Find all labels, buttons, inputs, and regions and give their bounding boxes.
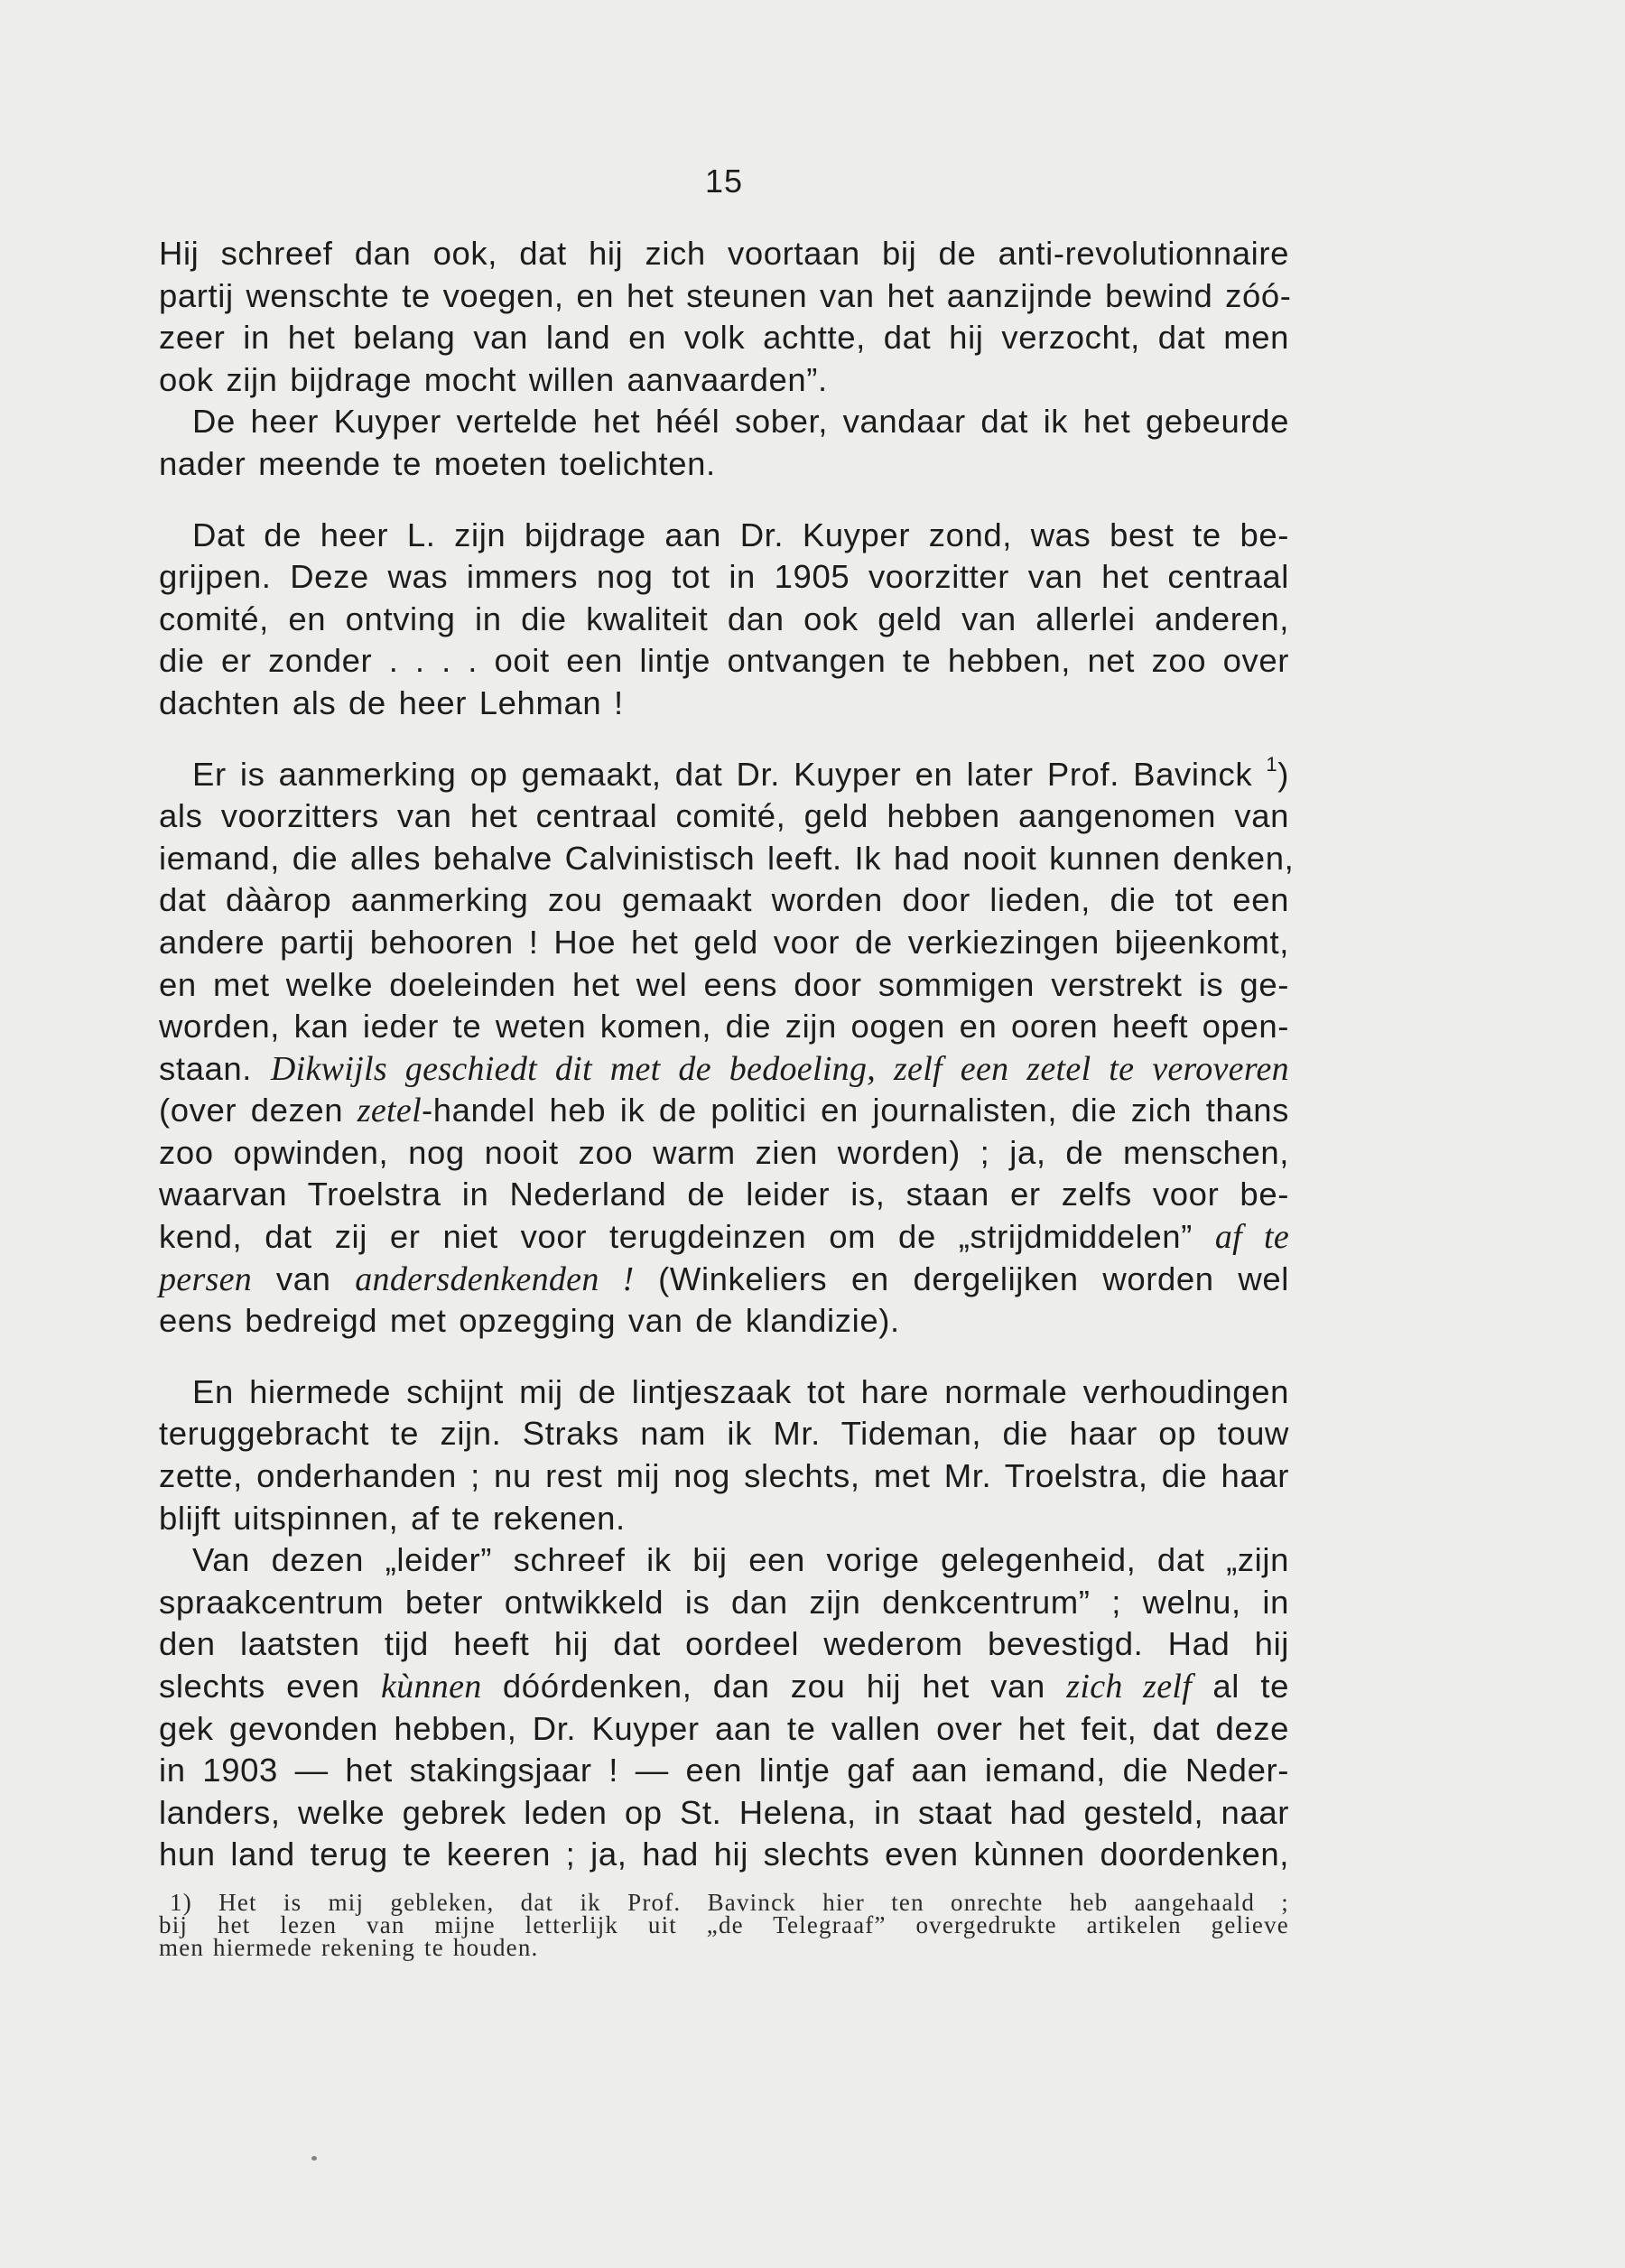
text-line: grijpen. Deze was immers nog tot in 1905 voorzitter van het centraal xyxy=(159,558,1289,596)
text-run: van xyxy=(252,1259,356,1297)
text-run: kend, dat zij er niet voor terugdeinzen om de „strijdmiddelen” xyxy=(159,1218,1215,1256)
text-line: andere partij behooren ! Hoe het geld voor de verkiezingen bijeenkomt, xyxy=(159,923,1289,961)
italic-text: zich zelf xyxy=(1066,1668,1193,1706)
text-run: dóórdenken, dan zou hij het van xyxy=(481,1668,1067,1705)
paragraph-2 xyxy=(159,401,1289,485)
text-line: dachten als de heer Lehman ! xyxy=(159,683,624,721)
text-line: En hiermede schijnt mij de lintjeszaak tot hare normale verhoudingen xyxy=(192,1372,1289,1410)
text-run: (Winkeliers en dergelijken worden wel xyxy=(634,1259,1289,1297)
text-line: Hij schreef dan ook, dat hij zich voortaan bij de anti-revolutionnaire xyxy=(159,235,1289,272)
text-line: die er zonder . . . . ooit een lintje ontvangen te hebben, net zoo over xyxy=(159,642,1289,680)
footnote-line: men hiermede rekening te houden. xyxy=(159,1934,539,1961)
text-line: Dat de heer L. zijn bijdrage aan Dr. Kuyper zond, was best te be- xyxy=(192,516,1289,553)
paragraph-1 xyxy=(159,233,1292,401)
text-line xyxy=(159,1216,1289,1259)
text-line xyxy=(159,1048,1289,1091)
text-line: en met welke doeleinden het wel eens door sommigen verstrekt is ge- xyxy=(159,965,1289,1003)
italic-text: zetel xyxy=(357,1092,422,1130)
text-line: iemand, die alles behalve Calvinistisch leeft. Ik had nooit kunnen denken, xyxy=(159,839,1295,877)
text-line: Van dezen „leider” schreef ik bij een vorige gelegenheid, dat „zijn xyxy=(192,1541,1289,1579)
text-line: worden, kan ieder te weten komen, die zijn oogen en ooren heeft open- xyxy=(159,1008,1289,1046)
text-line xyxy=(159,1666,1289,1708)
footnote-marker: 1 xyxy=(1266,753,1278,776)
text-run: staan. xyxy=(159,1049,271,1087)
footnote-line: 1) Het is mij gebleken, dat ik Prof. Bavinck hier ten onrechte heb aangehaald ; xyxy=(170,1889,1289,1916)
text-line: comité, en ontving in die kwaliteit dan ook geld van allerlei anderen, xyxy=(159,600,1289,637)
text-run: slechts even xyxy=(159,1668,382,1705)
italic-text: Dikwijls geschiedt dit met de bedoeling, zelf een zetel te veroveren xyxy=(270,1049,1289,1088)
text-line: landers, welke gebrek leden op St. Helena, in staat had gesteld, naar xyxy=(159,1793,1289,1831)
text-line: hun land terug te keeren ; ja, had hij slechts even kùnnen doordenken, xyxy=(159,1836,1289,1873)
text-line: spraakcentrum beter ontwikkeld is dan zijn denkcentrum” ; welnu, in xyxy=(159,1583,1289,1621)
text-line: dat dààrop aanmerking zou gemaakt worden door lieden, die tot een xyxy=(159,881,1289,919)
italic-text: andersdenkenden ! xyxy=(355,1259,635,1298)
text-line: partij wenschte te voegen, en het steunen van het aanzijnde bewind zóó- xyxy=(159,276,1292,314)
print-speck xyxy=(311,2156,317,2161)
text-line: zeer in het belang van land en volk achtte, dat hij verzocht, dat men xyxy=(159,319,1289,357)
text-line: blijft uitspinnen, af te rekenen. xyxy=(159,1499,626,1537)
text-run: -handel heb ik de politici en journalisten, die zich thans xyxy=(421,1092,1289,1129)
text-run: (over dezen xyxy=(159,1092,358,1129)
italic-text: af te xyxy=(1214,1218,1289,1257)
text-line: ook zijn bijdrage mocht willen aanvaarden”. xyxy=(159,360,828,398)
footnotes xyxy=(159,1889,1289,1961)
text-run: Er is aanmerking op gemaakt, dat Dr. Kuyper en later Prof. Bavinck xyxy=(192,755,1267,793)
text-line: nader meende te moeten toelichten. xyxy=(159,444,716,482)
text-line: zoo opwinden, nog nooit zoo warm zien worden) ; ja, de menschen, xyxy=(159,1133,1289,1171)
text-line: zette, onderhanden ; nu rest mij nog slechts, met Mr. Troelstra, die haar xyxy=(159,1457,1289,1495)
paragraph-3 xyxy=(159,515,1289,725)
text-line xyxy=(159,1259,1289,1301)
body-text xyxy=(159,233,1295,1876)
text-run: al te xyxy=(1192,1668,1289,1705)
text-line xyxy=(159,754,1289,796)
italic-text: kùnnen xyxy=(381,1668,482,1706)
text-line: gek gevonden hebben, Dr. Kuyper aan te vallen over het feit, dat deze xyxy=(159,1709,1289,1747)
paragraph-6 xyxy=(159,1539,1289,1876)
text-run: ) xyxy=(1277,755,1289,793)
text-line: waarvan Troelstra in Nederland de leider is, staan er zelfs voor be- xyxy=(159,1176,1289,1213)
page-number: 15 xyxy=(704,163,744,200)
italic-text: persen xyxy=(159,1259,253,1298)
footnote-line: bij het lezen van mijne letterlijk uit „de Telegraaf” overgedrukte artikelen gelieve xyxy=(159,1911,1289,1938)
text-line: teruggebracht te zijn. Straks nam ik Mr. Tideman, die haar op touw xyxy=(159,1415,1289,1453)
paragraph-5 xyxy=(159,1371,1289,1539)
paragraph-4 xyxy=(159,753,1295,1343)
text-line xyxy=(159,1090,1289,1132)
text-line: De heer Kuyper vertelde het héél sober, vandaar dat ik het gebeurde xyxy=(192,403,1289,441)
text-line: eens bedreigd met opzegging van de klandizie). xyxy=(159,1302,900,1340)
text-line: den laatsten tijd heeft hij dat oordeel wederom bevestigd. Had hij xyxy=(159,1625,1289,1663)
text-line: als voorzitters van het centraal comité, geld hebben aangenomen van xyxy=(159,797,1289,835)
text-line: in 1903 — het stakingsjaar ! — een lintje gaf aan iemand, die Neder- xyxy=(159,1752,1289,1789)
